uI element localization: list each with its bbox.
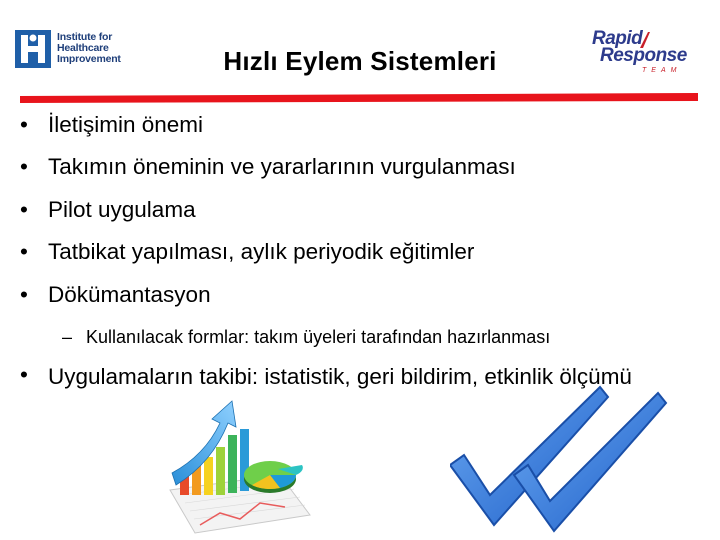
bullet-text: Uygulamaların takibi: istatistik, geri bildirim, etkinlik ölçümü [48,364,632,389]
bullet-marker: • [20,112,28,137]
bullet-marker: • [20,154,28,179]
bullet-text: Takımın öneminin ve yararlarının vurgulanması [48,154,516,179]
ihi-line-3: Improvement [57,53,121,65]
bullet-marker: • [20,362,28,387]
sub-bullet-text: Kullanılacak formlar: takım üyeleri tarafından hazırlanması [86,327,551,347]
double-checkmark-icon [450,385,670,535]
bullet-text: Pilot uygulama [48,197,196,222]
ihi-line-1: Institute for [57,31,113,43]
bullet-text: Tatbikat yapılması, aylık periyodik eğitimler [48,239,475,264]
slide-title: Hızlı Eylem Sistemleri [223,46,497,76]
bullet-marker: • [20,197,28,222]
rapid-response-logo [590,28,700,76]
bullet-text: İletişimin önemi [48,112,204,137]
charts-and-graphs-illustration [160,395,320,535]
ihi-logo-text [57,32,121,65]
rrt-line-3: TEAM [642,67,682,74]
sub-bullet-marker: – [62,327,73,347]
bullet-marker: • [20,282,28,307]
rrt-line-1: Rapid [592,28,643,49]
bullet-marker: • [20,239,28,264]
title-divider [20,93,698,105]
ihi-logo [15,30,140,72]
bullet-text: Dökümantasyon [48,282,211,307]
ihi-line-2: Healthcare [57,42,109,54]
ihi-logo-icon [15,30,51,68]
rrt-line-2: Response [600,45,687,66]
